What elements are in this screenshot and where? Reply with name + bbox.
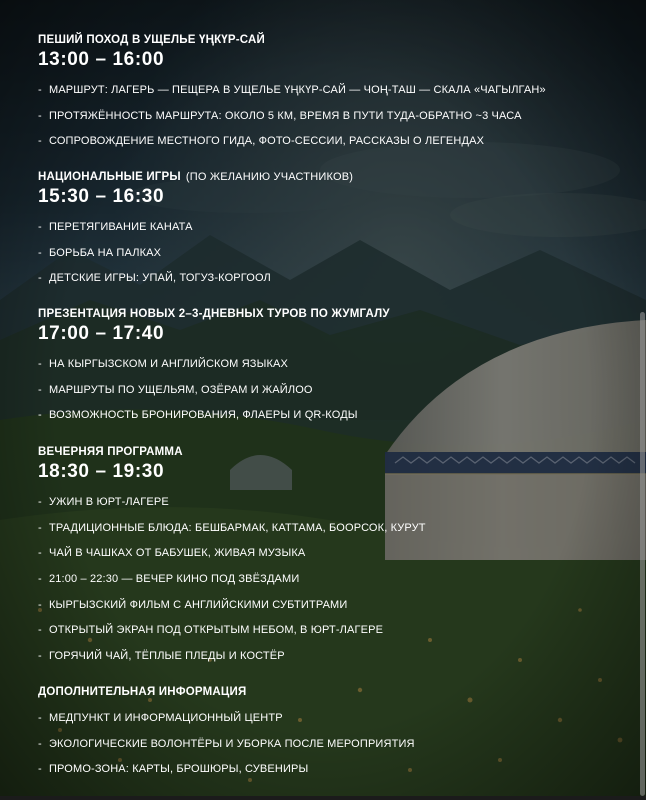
bullet-dash: - bbox=[38, 598, 42, 611]
section-evening-program bbox=[38, 445, 618, 669]
bullet-dash: - bbox=[38, 624, 42, 637]
list-item bbox=[38, 103, 618, 129]
list-item bbox=[38, 265, 618, 291]
item-text: ОТКРЫТЫЙ ЭКРАН ПОД ОТКРЫТЫМ НЕБОМ, В ЮРТ-ЛАГЕРЕ bbox=[49, 624, 384, 637]
bullet-dash: - bbox=[38, 649, 42, 662]
section-title bbox=[38, 170, 618, 184]
item-text: БОРЬБА НА ПАЛКАХ bbox=[49, 246, 162, 259]
bullet-dash: - bbox=[38, 763, 42, 776]
item-text: ВОЗМОЖНОСТЬ БРОНИРОВАНИЯ, ФЛАЕРЫ И QR-КОДЫ bbox=[49, 409, 358, 422]
list-item bbox=[38, 705, 618, 731]
list-item bbox=[38, 351, 618, 377]
section-time: 15:30 – 16:30 bbox=[38, 186, 165, 207]
bullet-dash: - bbox=[38, 521, 42, 534]
section-title bbox=[38, 685, 618, 699]
item-text: СОПРОВОЖДЕНИЕ МЕСТНОГО ГИДА, ФОТО-СЕССИИ, РАССКАЗЫ О ЛЕГЕНДАХ bbox=[49, 135, 485, 148]
item-text: МЕДПУНКТ И ИНФОРМАЦИОННЫЙ ЦЕНТР bbox=[49, 711, 283, 724]
scrollbar-thumb[interactable] bbox=[640, 312, 645, 796]
item-text: МАРШРУТ: ЛАГЕРЬ — ПЕЩЕРА В УЩЕЛЬЕ ҮҢКҮР-САЙ — ЧОҢ-ТАШ — СКАЛА «ЧАГЫЛГАН» bbox=[49, 83, 546, 96]
list-item bbox=[38, 377, 618, 403]
vertical-scrollbar[interactable] bbox=[638, 0, 646, 800]
item-list bbox=[38, 705, 618, 782]
bullet-dash: - bbox=[38, 246, 42, 259]
bullet-dash: - bbox=[38, 547, 42, 560]
list-item bbox=[38, 540, 618, 566]
section-time: 17:00 – 17:40 bbox=[38, 323, 165, 344]
list-item bbox=[38, 731, 618, 757]
bullet-dash: - bbox=[38, 83, 42, 96]
item-list bbox=[38, 351, 618, 428]
bullet-dash: - bbox=[38, 272, 42, 285]
item-text: ПРОТЯЖЁННОСТЬ МАРШРУТА: ОКОЛО 5 КМ, ВРЕМЯ В ПУТИ ТУДА-ОБРАТНО ~3 ЧАСА bbox=[49, 109, 522, 122]
section-hike bbox=[38, 33, 618, 154]
item-text: ТРАДИЦИОННЫЕ БЛЮДА: БЕШБАРМАК, КАТТАМА, БООРСОК, КУРУТ bbox=[49, 521, 426, 534]
list-item bbox=[38, 515, 618, 541]
item-text: ЭКОЛОГИЧЕСКИЕ ВОЛОНТЁРЫ И УБОРКА ПОСЛЕ МЕРОПРИЯТИЯ bbox=[49, 737, 415, 750]
section-title bbox=[38, 33, 618, 47]
item-list bbox=[38, 489, 618, 669]
bullet-dash: - bbox=[38, 383, 42, 396]
bullet-dash: - bbox=[38, 220, 42, 233]
list-item bbox=[38, 617, 618, 643]
section-title-text: ВЕЧЕРНЯЯ ПРОГРАММА bbox=[38, 446, 183, 458]
section-title-text: НАЦИОНАЛЬНЫЕ ИГРЫ bbox=[38, 171, 181, 183]
bullet-dash: - bbox=[38, 711, 42, 724]
item-text: ЧАЙ В ЧАШКАХ ОТ БАБУШЕК, ЖИВАЯ МУЗЫКА bbox=[49, 547, 306, 560]
item-text: ГОРЯЧИЙ ЧАЙ, ТЁПЛЫЕ ПЛЕДЫ И КОСТЁР bbox=[49, 649, 285, 662]
section-tours-presentation bbox=[38, 307, 618, 428]
item-text: ПЕРЕТЯГИВАНИЕ КАНАТА bbox=[49, 220, 193, 233]
item-text: НА КЫРГЫЗСКОМ И АНГЛИЙСКОМ ЯЗЫКАХ bbox=[49, 357, 289, 370]
bullet-dash: - bbox=[38, 135, 42, 148]
item-list bbox=[38, 214, 618, 291]
item-text: МАРШРУТЫ ПО УЩЕЛЬЯМ, ОЗЁРАМ И ЖАЙЛОО bbox=[49, 383, 313, 396]
list-item bbox=[38, 77, 618, 103]
section-time: 18:30 – 19:30 bbox=[38, 461, 165, 482]
item-text: ПРОМО-ЗОНА: КАРТЫ, БРОШЮРЫ, СУВЕНИРЫ bbox=[49, 763, 309, 776]
section-title-text: ПРЕЗЕНТАЦИЯ НОВЫХ 2–3-ДНЕВНЫХ ТУРОВ ПО ЖУМГАЛУ bbox=[38, 308, 390, 320]
list-item bbox=[38, 756, 618, 782]
section-national-games bbox=[38, 170, 618, 291]
item-text: УЖИН В ЮРТ-ЛАГЕРЕ bbox=[49, 495, 169, 508]
bullet-dash: - bbox=[38, 737, 42, 750]
list-item bbox=[38, 240, 618, 266]
item-text: ДЕТСКИЕ ИГРЫ: УПАЙ, ТОГУЗ-КОРГООЛ bbox=[49, 272, 271, 285]
bullet-dash: - bbox=[38, 495, 42, 508]
bullet-dash: - bbox=[38, 572, 42, 585]
section-title bbox=[38, 445, 618, 459]
bottom-edge-bar bbox=[0, 796, 646, 800]
list-item bbox=[38, 402, 618, 428]
section-note: (ПО ЖЕЛАНИЮ УЧАСТНИКОВ) bbox=[185, 171, 354, 183]
list-item bbox=[38, 214, 618, 240]
section-additional-info bbox=[38, 685, 618, 782]
section-time: 13:00 – 16:00 bbox=[38, 49, 165, 70]
item-list bbox=[38, 77, 618, 154]
section-title-text: ПЕШИЙ ПОХОД В УЩЕЛЬЕ ҮҢКҮР-САЙ bbox=[38, 34, 265, 46]
list-item bbox=[38, 566, 618, 592]
list-item bbox=[38, 592, 618, 618]
list-item bbox=[38, 643, 618, 669]
bullet-dash: - bbox=[38, 109, 42, 122]
section-title-text: ДОПОЛНИТЕЛЬНАЯ ИНФОРМАЦИЯ bbox=[38, 686, 247, 698]
list-item bbox=[38, 128, 618, 154]
list-item bbox=[38, 489, 618, 515]
bullet-dash: - bbox=[38, 357, 42, 370]
item-text: КЫРГЫЗСКИЙ ФИЛЬМ С АНГЛИЙСКИМИ СУБТИТРАМИ bbox=[49, 598, 348, 611]
section-title bbox=[38, 307, 618, 321]
item-text: 21:00 – 22:30 — ВЕЧЕР КИНО ПОД ЗВЁЗДАМИ bbox=[49, 572, 300, 585]
bullet-dash: - bbox=[38, 409, 42, 422]
